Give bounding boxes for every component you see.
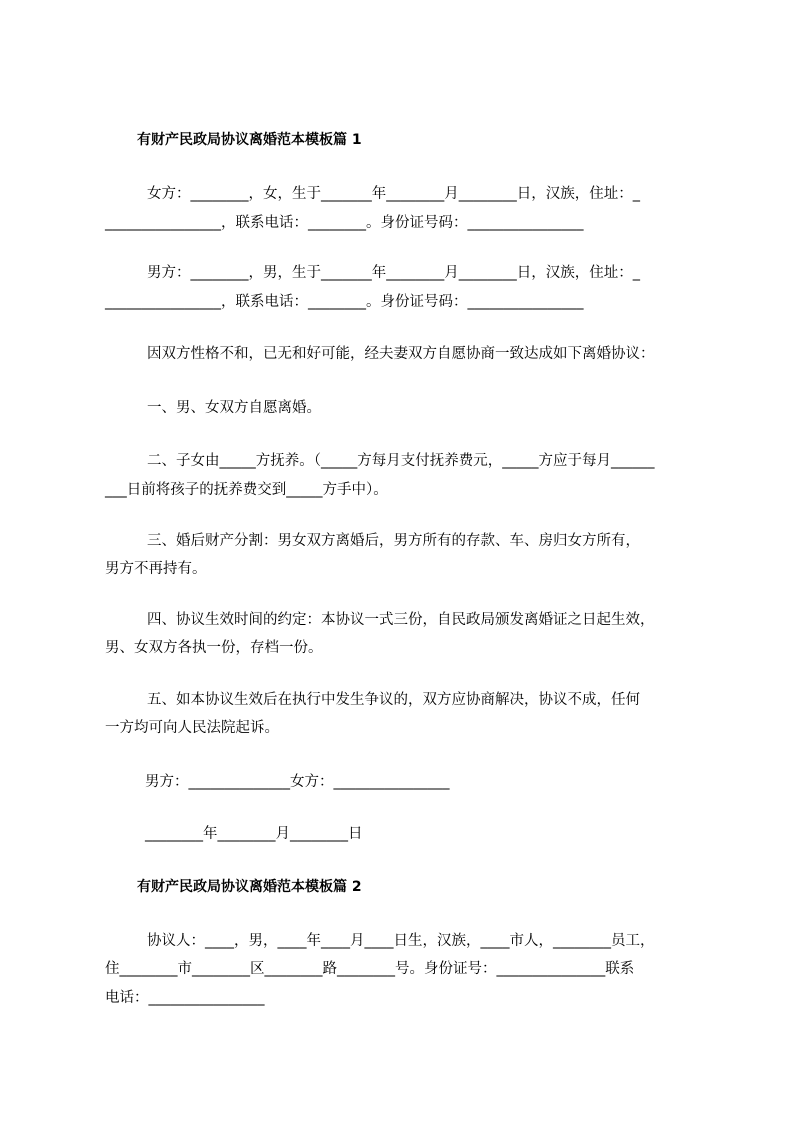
party-info-line-1: 协议人：____，男，____年____月____日生，汉族，____市人，________员工， xyxy=(147,933,655,949)
date-line: ________年________月________日 xyxy=(145,826,363,842)
clause-1: 一、男、女双方自愿离婚。 xyxy=(147,400,321,416)
clause-2-line-1: 二、子女由_____方抚养。（_____方每月支付抚养费元，_____方应于每月______ xyxy=(147,453,655,469)
party-info-line-3: 电话：________________ xyxy=(105,990,265,1006)
female-info-line-1: 女方：________，女，生于_______年________月________日，汉族，住址：_ xyxy=(147,186,640,202)
clause-4-line-2: 男、女双方各执一份，存档一份。 xyxy=(105,640,323,656)
section2-title: 有财产民政局协议离婚范本模板篇 2 xyxy=(137,879,362,895)
female-info-line-2: ________________，联系电话：________。身份证号码：________________ xyxy=(105,215,584,231)
clause-2-line-2: ___日前将孩子的抚养费交到_____方手中）。 xyxy=(105,482,388,498)
agreement-intro: 因双方性格不和，已无和好可能，经夫妻双方自愿协商一致达成如下离婚协议： xyxy=(147,346,655,362)
clause-4-line-1: 四、协议生效时间的约定：本协议一式三份，自民政局颁发离婚证之日起生效， xyxy=(147,612,655,628)
clause-5-line-1: 五、如本协议生效后在执行中发生争议的，双方应协商解决，协议不成，任何 xyxy=(147,692,640,708)
male-info-line-2: ________________，联系电话：________。身份证号码：________________ xyxy=(105,294,584,310)
clause-3-line-1: 三、婚后财产分割：男女双方离婚后，男方所有的存款、车、房归女方所有， xyxy=(147,533,640,549)
clause-5-line-2: 一方均可向人民法院起诉。 xyxy=(105,720,279,736)
party-info-line-2: 住________市________区________路________号。身份证号：_______________联系 xyxy=(105,961,635,977)
clause-3-line-2: 男方不再持有。 xyxy=(105,561,207,577)
male-info-line-1: 男方：________，男，生于_______年________月________日，汉族，住址：_ xyxy=(147,265,640,281)
signature-line: 男方：______________女方：________________ xyxy=(145,774,450,790)
section1-title: 有财产民政局协议离婚范本模板篇 1 xyxy=(137,132,362,148)
